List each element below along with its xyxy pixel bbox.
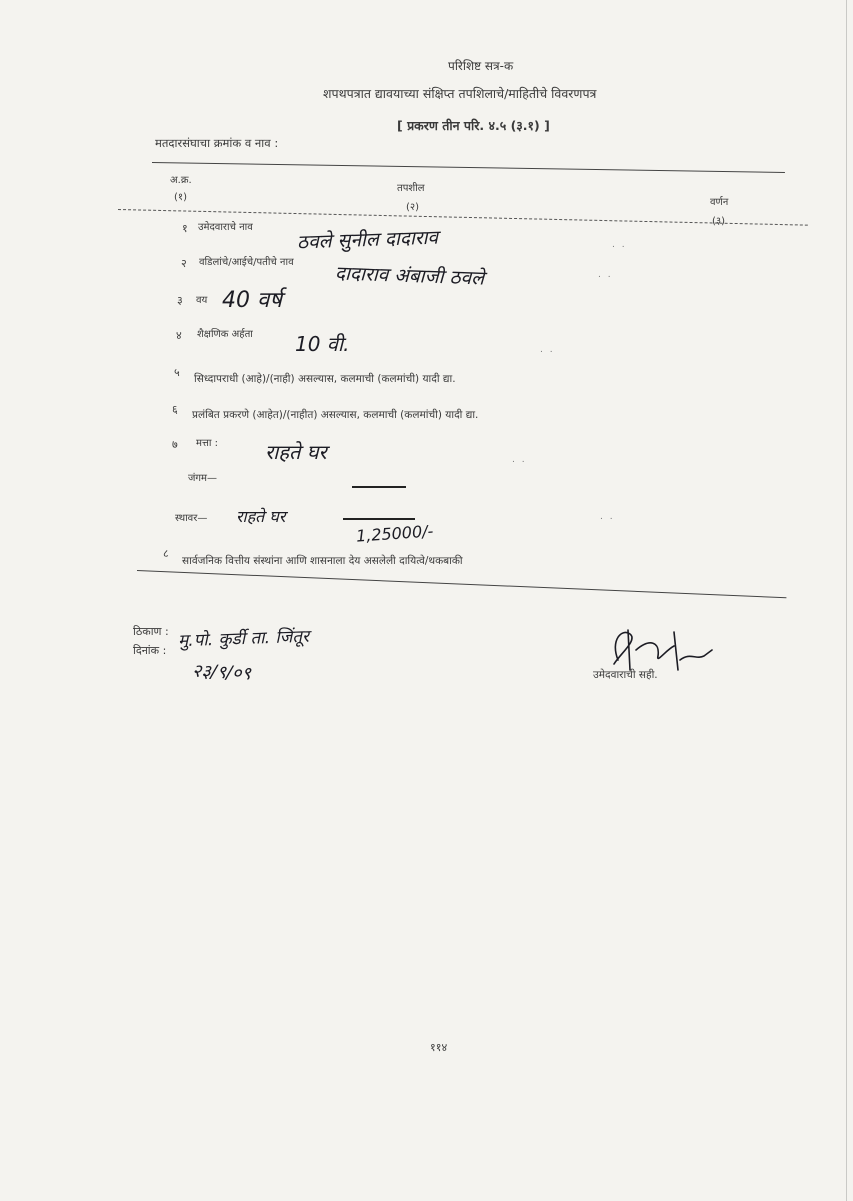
col3-number: (३)	[712, 216, 726, 227]
row-3-label: वय	[196, 295, 208, 306]
row-3-value: 40 वर्ष	[222, 288, 282, 313]
row-4-label: शैक्षणिक अर्हता	[197, 329, 253, 340]
col1-number: (१)	[174, 192, 188, 203]
page-number: ११४	[430, 1041, 448, 1054]
row-8-label: सार्वजनिक वित्तीय संस्थांना आणि शासनाला देय असलेली दायित्वे/थकबाकी	[182, 555, 463, 567]
immovable-dash	[343, 518, 415, 520]
scan-dots: . .	[600, 512, 615, 522]
signature-label: उमेदवाराची सही.	[593, 669, 658, 681]
row-5-number: ५	[174, 366, 180, 379]
movable-dash	[352, 486, 406, 488]
scan-dots: . .	[612, 240, 627, 250]
row-7-label: मत्ता :	[196, 438, 219, 449]
col1-header: अ.क्र.	[170, 175, 192, 186]
date-label: दिनांक :	[133, 644, 167, 657]
scan-dots: . .	[512, 455, 527, 465]
row-1-value: ठवले सुनील दादाराव	[296, 226, 439, 254]
row-6-number: ६	[172, 403, 178, 416]
immovable-value: राहते घर	[236, 507, 286, 526]
immovable-label: स्थावर—	[175, 513, 208, 524]
place-label: ठिकाण :	[133, 625, 169, 638]
row-5-label: सिध्दापराधी (आहे)/(नाही) असल्यास, कलमाची (कलमांची) यादी द्या.	[194, 373, 456, 385]
row-1-number: १	[182, 222, 188, 235]
row-6-label: प्रलंबित प्रकरणे (आहेत)/(नाहीत) असल्यास, कलमाची (कलमांची) यादी द्या.	[192, 409, 479, 421]
col2-number: (२)	[406, 202, 420, 213]
row-7-number: ७	[172, 438, 178, 451]
constituency-label: मतदारसंघाचा क्रमांक व नाव :	[155, 136, 279, 150]
row-4-number: ४	[176, 329, 182, 342]
appendix-label: परिशिष्ट सत्र-क	[448, 59, 514, 73]
scan-edge	[846, 0, 847, 1201]
movable-label: जंगम—	[188, 473, 218, 484]
row-2-number: २	[181, 257, 187, 270]
row-2-label: वडिलांचे/आईचे/पतीचे नाव	[199, 257, 294, 268]
date-value: २३/९/०९	[191, 660, 252, 685]
row-1-label: उमेदवाराचे नाव	[198, 222, 253, 233]
col2-header: तपशील	[397, 183, 425, 194]
row-2-value: दादाराव अंबाजी ठवले	[334, 262, 485, 290]
immovable-amount: 1,25000/-	[355, 521, 434, 546]
scan-dots: . .	[598, 270, 613, 280]
col3-header: वर्णन	[710, 197, 729, 208]
row-7-value: राहते घर	[265, 440, 327, 464]
scan-dots: . .	[540, 345, 555, 355]
table-top-rule	[152, 162, 785, 173]
row-3-number: ३	[177, 294, 183, 307]
document-title: शपथपत्रात द्यावयाच्या संक्षिप्त तपशिलाचे/माहितीचे विवरणपत्र	[323, 86, 597, 101]
row-8-number: ८	[163, 547, 169, 560]
document-subtitle: [ प्रकरण तीन परि. ४.५ (३.१) ]	[397, 118, 550, 133]
row-4-value: 10 वी.	[295, 332, 350, 356]
table-bottom-rule	[137, 570, 786, 598]
place-value: मु.पो. कुर्डी ता. जिंतूर	[177, 626, 310, 652]
